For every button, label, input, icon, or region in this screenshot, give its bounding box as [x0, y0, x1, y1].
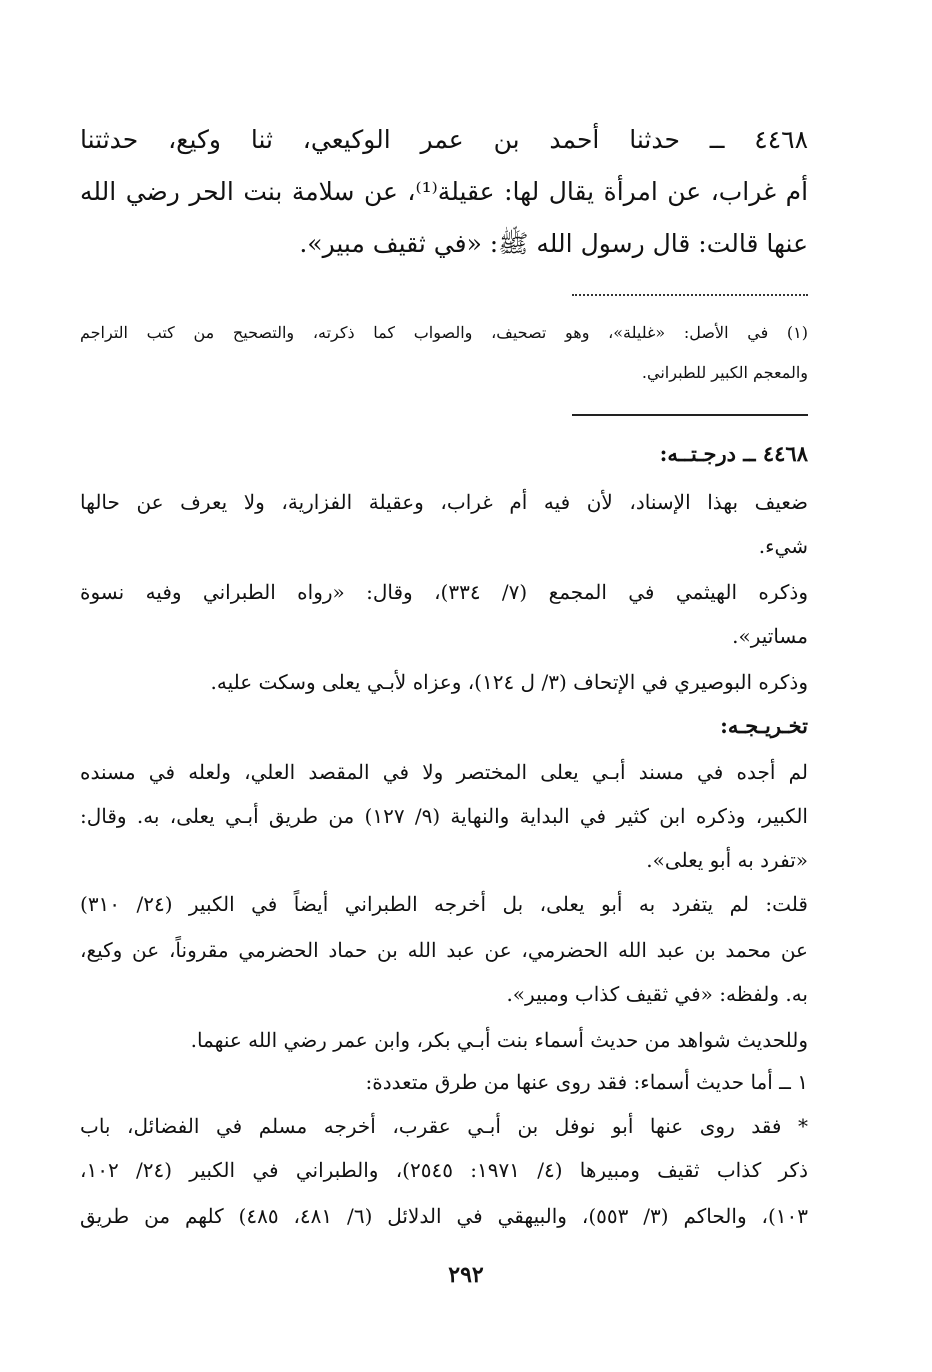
takhrij-line: «تفرد به أبو يعلى». — [646, 848, 808, 872]
footnote-line: والمعجم الكبير للطبراني. — [641, 363, 808, 382]
grading-line: وذكره الهيثمي في المجمع (٧/ ٣٣٤)، وقال: «رواه الطبراني وفيه نسوة — [80, 580, 808, 604]
hadith-line: ٤٤٦٨ ــ حدثنا أحمد بن عمر الوكيعي، ثنا وكيع، حدثتنا — [80, 125, 808, 154]
grading-line: شيء. — [758, 534, 808, 558]
takhrij-line: وللحديث شواهد من حديث أسماء بنت أبـي بكر، وابن عمر رضي الله عنهما. — [190, 1028, 808, 1052]
grading-line: وذكره البوصيري في الإتحاف (٣/ ل ١٢٤)، وعزاه لأبـي يعلى وسكت عليه. — [210, 670, 808, 694]
takhrij-line: * فقد روى عنها أبو نوفل بن أبـي عقرب، أخرجه مسلم في الفضائل، باب — [80, 1114, 808, 1138]
takhrij-line: به. ولفظه: «في ثقيف كذاب ومبير». — [506, 982, 808, 1006]
takhrij-heading: تخـريـجـه: — [720, 713, 808, 738]
takhrij-line: ذكر كذاب ثقيف ومبيرها (٤/ ١٩٧١: ٢٥٤٥)، والطبراني في الكبير (٢٤/ ١٠٢، — [80, 1158, 808, 1182]
takhrij-line: لم أجده في مسند أبـي يعلى المختصر ولا في المقصد العلي، ولعله في مسنده — [80, 760, 808, 784]
takhrij-line: ١ ــ أما حديث أسماء: فقد روى عنها من طرق متعددة: — [365, 1070, 808, 1094]
footnote-line: (١) في الأصل: «غليلة»، وهو تصحيف، والصواب كما ذكرته، والتصحيح من كتب التراجم — [80, 323, 808, 342]
takhrij-line: الكبير، وذكره ابن كثير في البداية والنهاية (٩/ ١٢٧) من طريق أبـي يعلى، به. وقال: — [80, 804, 808, 828]
takhrij-line: عن محمد بن عبد الله الحضرمي، عن عبد الله بن حماد الحضرمي مقروناً، عن وكيع، — [80, 938, 808, 962]
grading-line: مساتير». — [732, 624, 808, 648]
grading-line: ضعيف بهذا الإسناد، لأن فيه أم غراب، وعقيلة الفزارية، ولا يعرف عن حالها — [80, 490, 808, 514]
takhrij-line: ١٠٣)، والحاكم (٣/ ٥٥٣)، والبيهقي في الدلائل (٦/ ٤٨١، ٤٨٥) كلهم من طريق — [80, 1204, 808, 1228]
hadith-line: أم غراب، عن امرأة يقال لها: عقيلة⁽¹⁾، عن سلامة بنت الحر رضي الله — [80, 177, 808, 206]
page-number: ٢٩٢ — [448, 1262, 484, 1288]
footnote-separator-dots — [572, 294, 808, 296]
section-divider — [572, 414, 808, 416]
grading-heading: ٤٤٦٨ ــ درجـتــه: — [659, 441, 808, 466]
hadith-line: عنها قالت: قال رسول الله ﷺ: «في ثقيف مبير». — [299, 229, 808, 258]
takhrij-line: قلت: لم يتفرد به أبو يعلى، بل أخرجه الطبراني أيضاً في الكبير (٢٤/ ٣١٠) — [80, 892, 808, 916]
